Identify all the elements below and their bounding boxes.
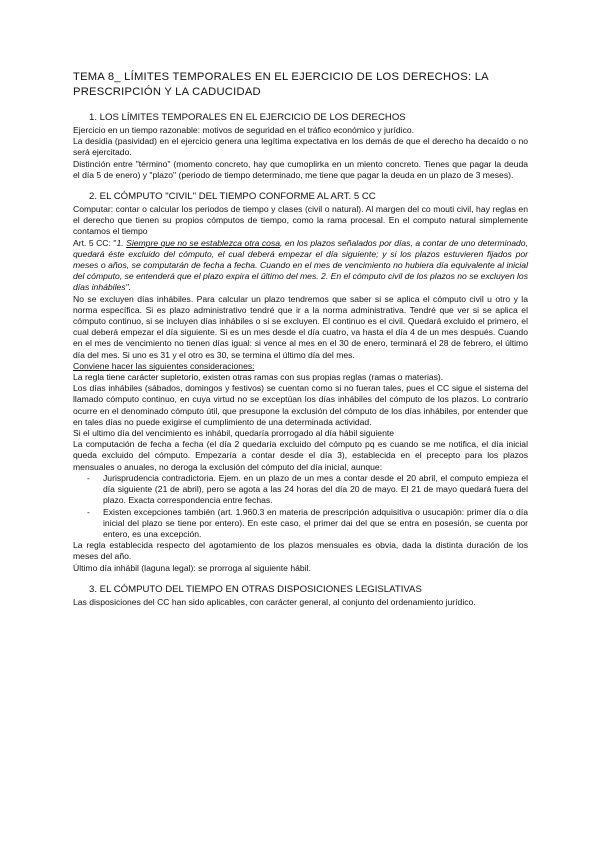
bullet-dash: - — [87, 472, 90, 483]
section-2-heading: 2. EL CÓMPUTO "CIVIL" DEL TIEMPO CONFORME AL ART. 5 CC — [89, 191, 376, 203]
considerations-heading: Conviene hacer las siguientes consideraciones: — [73, 360, 255, 371]
s2-paragraph-5: Si el ultimo día del vencimiento es inhábil, quedaría prorrogado al día hábil siguiente — [73, 428, 395, 439]
document-page — [73, 70, 528, 608]
s1-paragraph-3: Distinción entre "término" (momento concreto, hay que cumoplirka en un miento concreto. Tienes que pagar la deuda el día 5 de enero) y "plazo" (periodo de tiempo determinado, me tiene que pagar la deuda en un plazo de 3 meses). — [73, 158, 528, 180]
article-text: , en los plazos señalados por días, a contar de uno determinado, quedará éste excluido del cómputo, el cual deberá empezar el día siguiente; y si los plazos estuvieren fijados por meses o años, se computarán de fecha a fecha. Cuando en el mes de vencimiento no hubiera día equivalente al inicial del cómputo, se entenderá que el plazo expira el último del mes. 2. En el cómputo civil de los plazos no se excluyen los días inhábiles". — [73, 237, 528, 293]
s1-paragraph-1: Ejercicio en un tiempo razonable: motivos de seguridad en el tráfico económico y jurídico. — [73, 125, 415, 135]
s3-paragraph-1: Las disposiciones del CC han sido aplicables, con carácter general, al conjunto del ordenamiento jurídico. — [73, 596, 476, 607]
article-underlined: Siempre que no se establezca otra cosa — [126, 237, 280, 248]
s2-paragraph-3: La regla tiene carácter supletorio, existen otras ramas con sus propias reglas (ramas o materias). — [73, 372, 444, 383]
s2-paragraph-1: Computar: contar o calcular los periodos de tiempo y clases (civil o natural). Al margen del co mouti civil, hay reglas en el derecho que tienen su propios cómputos de tiempo, como la rama procesal. En el computo natural simplemente contamos el tiempo — [73, 204, 528, 237]
list-item — [73, 507, 528, 541]
s2-paragraph-4: Los días inhábiles (sábados, domingos y festivos) se cuentan como si no fueran tales, pues el CC sigue el sistema del llamado cómputo continuo, en cuya virtud no se exceptúan los días inhábiles del cómputo de los plazos. Lo contrario ocurre en el denominado cómputo útil, que presupone la exclusión del cómputo de los días inhábiles, por entender que en tales días no puede exigirse el cumplimiento de una determinada actividad. — [73, 383, 528, 427]
section-3-heading: 3. EL CÓMPUTO DEL TIEMPO EN OTRAS DISPOSICIONES LEGISLATIVAS — [89, 583, 422, 595]
section-1-heading: 1. LOS LÍMITES TEMPORALES EN EL EJERCICIO DE LOS DERECHOS — [89, 112, 406, 123]
list-item — [73, 473, 528, 507]
list-item-text: Jurisprudencia contradictoria. Ejem. en un plazo de un mes a contar desde el 20 abril, el computo empieza el día siguiente (21 de abril), pero se agota a las 24 horas del día 20 de mayo. El 21 de mayo quedará fuera del plazo. Exacta correspondencia entre fechas. — [103, 472, 528, 506]
list-item-text: Existen excepciones también (art. 1.960.3 en materia de prescripción adquisitiva o usucapión: primer día o día inicial del plazo se tiene por entero). En este caso, el primer dai del que se entra en posesión, se cuenta por entero, es una excepción. — [103, 506, 528, 539]
article-5-quote — [73, 238, 528, 294]
s2-paragraph-7: La regla establecida respecto del agotamiento de los plazos mensuales es obvia, dada la distinta duración de los meses del año. — [73, 540, 528, 562]
article-prefix: Art. 5 CC: " — [73, 237, 117, 248]
document-title: TEMA 8_ LÍMITES TEMPORALES EN EL EJERCICIO DE LOS DERECHOS: LA PRESCRIPCIÓN Y LA CADUCIDAD — [73, 71, 489, 98]
s2-paragraph-2: No se excluyen días inhábiles. Para calcular un plazo tendremos que saber si se aplica el cómputo civil u otro y la norma específica. Si es plazo administrativo tendré que ir a la norma administrativa. Tendré que ver si se aplica el cómputo continuo, si se incluyen días inhábiles o si se excluyen. El continuo es el civil. Quedará excluido el primero, el cual deberá empezar el día siguiente. Si es un mes desde el día cuatro, va hasta el día 4 de un mes después. Cuando en el mes de vencimiento no tienen días igual: si vence al mes en el 30 de enero, terminará el 28 de febrero, el último día del mes. Si uno es 31 y el otro es 30, se termina el último día del mes. — [73, 293, 528, 360]
s2-paragraph-8: Último día inhábil (laguna legal): se prorroga al siguiente hábil. — [73, 562, 311, 573]
s2-paragraph-6: La computación de fecha a fecha (el día 2 quedaría excluido del cómputo pq es cuando se me notifica, el día inicial queda excluido del cómputo. Empezaría a contar desde el día 3), establecida en el precepto para los plazos mensuales o anuales, no deroga la exclusión del cómputo del día inicial, aunque: — [73, 439, 528, 472]
bullet-dash: - — [87, 506, 90, 517]
s1-paragraph-2: La desidia (pasividad) en el ejercicio genera una legítima expectativa en los demás de que el derecho ha decaído o no será ejercitado. — [73, 136, 528, 158]
article-number: 1. — [116, 237, 127, 248]
